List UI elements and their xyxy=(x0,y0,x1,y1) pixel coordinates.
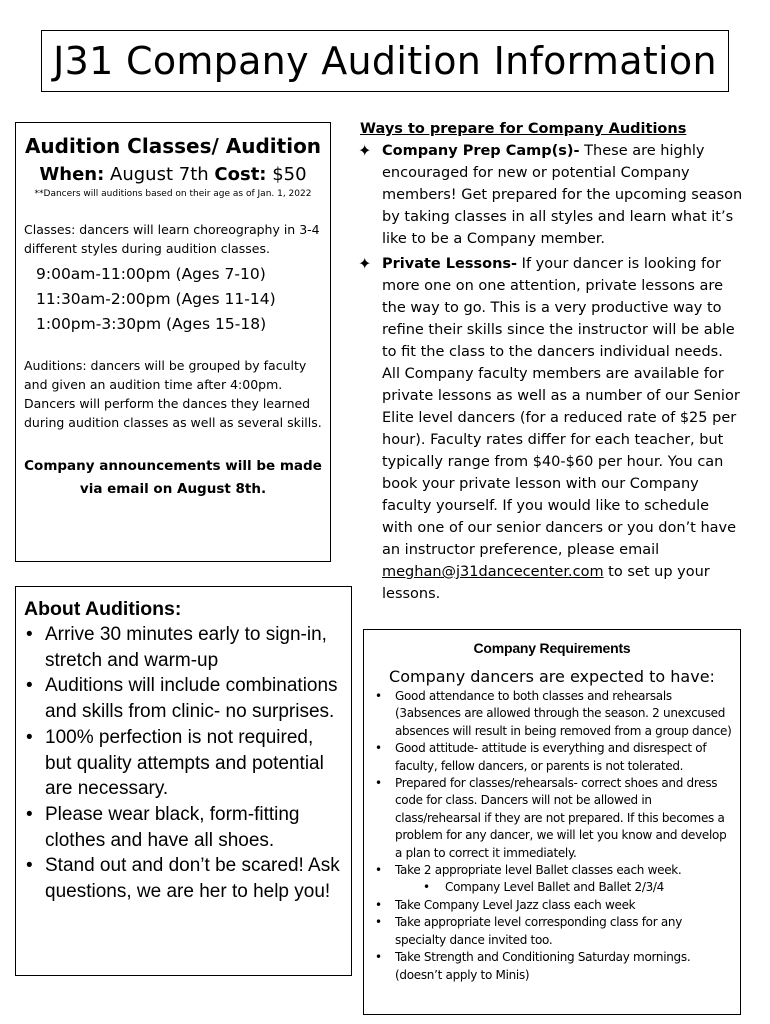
company-requirements-box xyxy=(363,629,741,1015)
when-cost-line xyxy=(24,163,322,187)
private-lessons-item xyxy=(358,253,743,605)
about-auditions-box xyxy=(15,586,352,976)
requirements-heading: Company Requirements xyxy=(473,640,631,656)
list-item-text: Auditions will include combinations and skills from clinic- no surprises. xyxy=(45,675,338,723)
list-item-text: Stand out and don’t be scared! Ask questions, we are her to help you! xyxy=(45,855,340,903)
requirements-list xyxy=(370,688,734,984)
list-item-text: 100% perfection is not required, but quality attempts and potential are necessary. xyxy=(45,726,324,800)
list-item xyxy=(370,914,734,949)
sub-list-item xyxy=(370,879,734,896)
list-item-text: Take 2 appropriate level Ballet classes each week. xyxy=(395,863,682,878)
about-auditions-list xyxy=(24,622,343,905)
ways-to-prepare-section xyxy=(358,118,743,605)
bullet-icon: • xyxy=(375,689,382,703)
ways-heading: Ways to prepare for Company Auditions xyxy=(360,121,687,137)
about-auditions-heading: About Auditions: xyxy=(24,598,182,620)
list-item xyxy=(370,949,734,984)
bullet-icon: • xyxy=(375,741,382,756)
list-item-text: Take Company Level Jazz class each week xyxy=(395,897,636,912)
bullet-icon: • xyxy=(375,897,382,912)
bullet-icon: • xyxy=(26,855,33,877)
list-item xyxy=(370,740,734,775)
private-lessons-label: Private Lessons- xyxy=(382,256,518,272)
list-item-text: Take appropriate level corresponding class for any specialty dance invited too. xyxy=(395,915,683,947)
email-link[interactable]: meghan@j31dancecenter.com xyxy=(382,564,604,580)
list-item xyxy=(370,897,734,914)
list-item-text: Company Level Ballet and Ballet 2/3/4 xyxy=(445,880,664,895)
bullet-icon: • xyxy=(26,675,33,697)
prep-camp-item xyxy=(358,140,743,250)
class-time-item: 11:30am-2:00pm (Ages 11-14) xyxy=(36,290,276,308)
age-note: **Dancers will auditions based on their age as of Jan. 1, 2022 xyxy=(34,189,312,199)
requirements-intro: Company dancers are expected to have: xyxy=(389,667,715,686)
auditions-description: Auditions: dancers will be grouped by faculty and given an audition time after 4:00pm. Dancers will perform the dances they learned during audition classes as well as several skills. xyxy=(24,358,322,430)
bullet-icon: • xyxy=(375,950,382,965)
page-title: J31 Company Audition Information xyxy=(53,39,717,83)
four-point-star-icon: ✦ xyxy=(358,254,372,273)
list-item-text: Arrive 30 minutes early to sign-in, stretch and warm-up xyxy=(45,624,327,671)
list-item-text: Good attitude- attitude is everything and disrespect of faculty, fellow dancers, or parents is not tolerated. xyxy=(395,741,707,773)
bullet-icon: • xyxy=(423,880,430,895)
four-point-star-icon: ✦ xyxy=(358,141,372,160)
bullet-icon: • xyxy=(26,624,33,645)
bullet-icon: • xyxy=(26,803,33,825)
when-label: When: xyxy=(39,164,105,185)
bullet-icon: • xyxy=(375,915,382,930)
prep-camp-label: Company Prep Camp(s)- xyxy=(382,143,580,159)
list-item xyxy=(24,725,343,802)
list-item xyxy=(24,853,343,904)
announcement-text: Company announcements will be made via email on August 8th. xyxy=(24,458,322,497)
list-item xyxy=(24,673,343,724)
list-item xyxy=(24,622,343,673)
bullet-icon: • xyxy=(375,776,382,791)
list-item xyxy=(370,862,734,879)
list-item-text: Take Strength and Conditioning Saturday mornings. (doesn’t apply to Minis) xyxy=(395,950,691,982)
title-box xyxy=(41,30,729,92)
bullet-icon: • xyxy=(375,863,382,878)
private-lessons-text-end: to set up your lessons. xyxy=(382,564,710,602)
class-time-item: 1:00pm-3:30pm (Ages 15-18) xyxy=(36,315,267,333)
private-lessons-text: If your dancer is looking for more one on one attention, private lessons are the way to go. This is a very productive way to refine their skills since the instructor will be able to fit the class to the dancers individual needs. All Company faculty members are available for private lessons as well as a number of our Senior Elite level dancers (for a reduced rate of $25 per hour). Faculty rates differ for each teacher, but typically range from $40-$60 per hour. You can book your private lesson with our Company faculty yourself. If you would like to schedule with one of our senior dancers or you don’t have an instructor preference, please email xyxy=(382,256,740,558)
bullet-icon: • xyxy=(26,726,33,748)
audition-classes-box xyxy=(15,122,331,562)
list-item-text: Please wear black, form-fitting clothes and have all shoes. xyxy=(45,803,300,851)
class-times xyxy=(24,262,322,337)
class-time-item: 9:00am-11:00pm (Ages 7-10) xyxy=(36,265,266,283)
list-item-text: Good attendance to both classes and rehearsals (3absences are allowed through the season. 2 unexcused absences will result in being removed from a group dance) xyxy=(395,689,732,738)
list-item xyxy=(24,802,343,853)
cost-label: Cost: xyxy=(214,164,267,185)
prep-camp-text: These are highly encouraged for new or potential Company members! Get prepared for the upcoming season by taking classes in all styles and learn what it’s like to be a Company member. xyxy=(382,143,743,247)
audition-classes-heading: Audition Classes/ Audition xyxy=(24,134,322,158)
when-value: August 7th xyxy=(110,164,209,185)
list-item xyxy=(370,775,734,862)
classes-description: Classes: dancers will learn choreography in 3-4 different styles during audition classes. xyxy=(24,222,320,256)
list-item xyxy=(370,688,734,740)
list-item-text: Prepared for classes/rehearsals- correct shoes and dress code for class. Dancers will not be allowed in class/rehearsal if they are not prepared. If this becomes a problem for any dancer, we will let you know and develop a plan to correct it immediately. xyxy=(395,776,727,860)
cost-value: $50 xyxy=(272,164,307,185)
